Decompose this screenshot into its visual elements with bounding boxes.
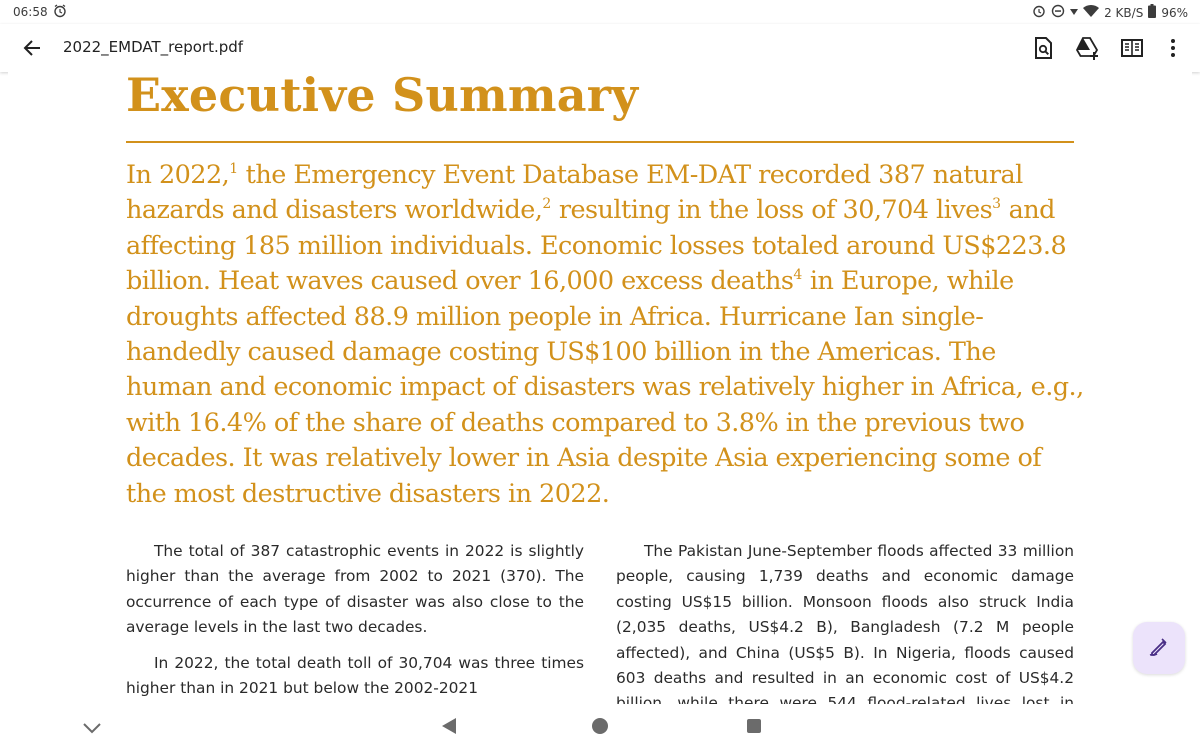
net-speed: 2 KB/S [1104,5,1144,20]
lede-text: in Europe, while droughts affected 88.9 million people in Africa. Hurricane Ian single-handedly caused damage costing US$100 billion in the Americas. The human and economic impact of disasters was relatively higher in Africa, e.g., with 16.4% of the share of deaths compared to 3.8% in the previous two decades. It was relatively lower in Asia despite Asia experiencing some of the most destructive disasters in 2022. [126,266,1084,509]
footnote-marker[interactable]: 4 [793,267,803,284]
back-triangle-icon[interactable] [440,716,458,740]
status-bar [0,0,1200,24]
lede-text: In 2022, [126,160,230,190]
file-name: 2022_EMDAT_report.pdf [63,38,244,56]
pdf-page[interactable] [8,68,1192,704]
wifi-icon [1083,5,1099,21]
lede-text: and affecting 185 million individuals. Economic losses totaled around US$223.8 billion. Heat waves caused over 16,000 excess deaths [126,195,1067,297]
signal-icon [1070,6,1078,20]
navigation-bar [0,704,1200,750]
alarm-icon [1032,4,1046,21]
search-document-icon[interactable] [1030,35,1056,61]
do-not-disturb-icon [1051,4,1065,21]
summary-lede [126,158,1086,512]
more-options-icon[interactable] [1160,35,1186,61]
collapse-chevron-icon[interactable] [82,720,102,739]
footnote-marker[interactable]: 3 [992,196,1002,213]
heading-divider [126,141,1074,143]
reading-mode-icon[interactable] [1119,35,1145,61]
lede-text: the Emergency Event Database EM-DAT recorded 387 natural hazards and disasters worldwide, [126,160,1023,226]
home-circle-icon[interactable] [591,717,609,739]
annotate-button[interactable] [1133,622,1185,674]
body-paragraph: In 2022, the total death toll of 30,704 was three times higher than in 2021 but below the 2002-2021 [126,653,584,698]
annotate-pen-icon [1147,634,1171,662]
status-icons [1032,4,1188,21]
page-title: Executive Summary [126,68,639,122]
back-arrow-icon[interactable] [20,36,46,60]
footnote-marker[interactable]: 1 [229,161,239,177]
drive-add-icon[interactable] [1074,35,1100,61]
recents-square-icon[interactable] [746,718,762,738]
body-paragraph: The Pakistan June-September floods affected 33 million people, causing 1,739 deaths and economic damage costing US$15 billion. Monsoon floods also struck India (2,035 deaths, US$4.2 B), Bangladesh (7.2 M people affected), and China (US$5 B). In Nigeria, floods caused 603 deaths and resulted in an economic cost of US$4.2 [616,542,1074,688]
status-time: 06:58 [13,5,48,19]
left-column [126,539,584,711]
battery-level: 96% [1161,5,1188,20]
alarm-icon [53,4,67,21]
lede-text: resulting in the loss of 30,704 lives [551,195,993,226]
footnote-marker[interactable]: 2 [542,196,552,213]
body-paragraph: The total of 387 catastrophic events in 2022 is slightly higher than the average from 2002 to 2021 (370). The occurrence of each type of disaster was also close to the average levels in the last two decades. [126,542,584,637]
app-bar [0,24,1200,72]
battery-icon [1148,4,1156,21]
